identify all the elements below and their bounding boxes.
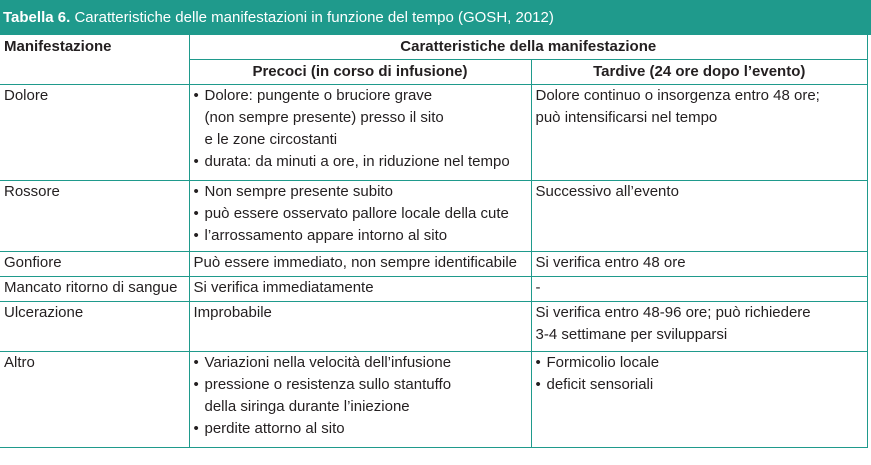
precoci-cell-dolore <box>189 85 531 181</box>
text-line: Si verifica entro 48 ore <box>535 254 686 271</box>
text-line: può intensificarsi nel tempo <box>535 109 718 126</box>
table-label: Tabella 6. <box>3 9 71 26</box>
row-name-dolore: Dolore <box>0 85 189 181</box>
list-item: • può essere osservato pallore locale della cute <box>194 203 527 225</box>
tardive-cell-gonfiore <box>531 252 868 277</box>
list-item: • Dolore: pungente o bruciore grave <box>194 85 527 107</box>
precoci-cell-gonfiore <box>189 252 531 277</box>
list-item-continuation: della siringa durante l’iniezione <box>204 398 410 415</box>
table-title-bar <box>0 0 871 35</box>
text-line: 3-4 settimane per svilupparsi <box>535 326 728 343</box>
list-item: • Non sempre presente subito <box>194 181 527 203</box>
row-name-altro: Altro <box>0 352 189 448</box>
table-row <box>0 181 868 252</box>
header-manifestazione: Manifestazione <box>0 35 189 85</box>
manifestations-table <box>0 35 868 448</box>
list-item-continuation: (non sempre presente) presso il sito <box>204 109 444 126</box>
tardive-cell-altro <box>531 352 868 448</box>
header-row-1 <box>0 35 868 60</box>
text-line: Dolore continuo o insorgenza entro 48 ore; <box>535 87 820 104</box>
tardive-cell-ulcerazione <box>531 302 868 352</box>
row-name-rossore: Rossore <box>0 181 189 252</box>
table-row <box>0 85 868 181</box>
table-row <box>0 352 868 448</box>
precoci-cell-mancato-ritorno <box>189 277 531 302</box>
table-row <box>0 277 868 302</box>
table-title: Caratteristiche delle manifestazioni in funzione del tempo (GOSH, 2012) <box>74 9 554 26</box>
list-item: • Variazioni nella velocità dell’infusione <box>194 352 527 374</box>
list-item: • Formicolio locale <box>536 352 864 374</box>
row-name-gonfiore: Gonfiore <box>0 252 189 277</box>
table-row <box>0 252 868 277</box>
tardive-cell-dolore <box>531 85 868 181</box>
list-item: • l’arrossamento appare intorno al sito <box>194 225 527 247</box>
row-name-ulcerazione: Ulcerazione <box>0 302 189 352</box>
text-line: Successivo all’evento <box>535 183 679 200</box>
text-line: Si verifica immediatamente <box>193 279 374 296</box>
tardive-cell-rossore <box>531 181 868 252</box>
list-item: • perdite attorno al sito <box>194 418 527 440</box>
text-line: Può essere immediato, non sempre identificabile <box>193 254 518 271</box>
list-item: • deficit sensoriali <box>536 374 864 396</box>
table-row <box>0 302 868 352</box>
precoci-cell-altro <box>189 352 531 448</box>
header-precoci: Precoci (in corso di infusione) <box>189 60 531 85</box>
text-line: Si verifica entro 48-96 ore; può richiedere <box>535 304 811 321</box>
text-line: - <box>535 279 541 296</box>
precoci-cell-ulcerazione <box>189 302 531 352</box>
row-name-mancato-ritorno: Mancato ritorno di sangue <box>0 277 189 302</box>
text-line: Improbabile <box>193 304 272 321</box>
list-item: • pressione o resistenza sullo stantuffo <box>194 374 527 396</box>
list-item-continuation: e le zone circostanti <box>204 131 338 148</box>
header-tardive: Tardive (24 ore dopo l’evento) <box>531 60 868 85</box>
precoci-cell-rossore <box>189 181 531 252</box>
tardive-cell-mancato-ritorno <box>531 277 868 302</box>
header-caratteristiche: Caratteristiche della manifestazione <box>189 35 868 60</box>
list-item: • durata: da minuti a ore, in riduzione nel tempo <box>194 151 527 173</box>
